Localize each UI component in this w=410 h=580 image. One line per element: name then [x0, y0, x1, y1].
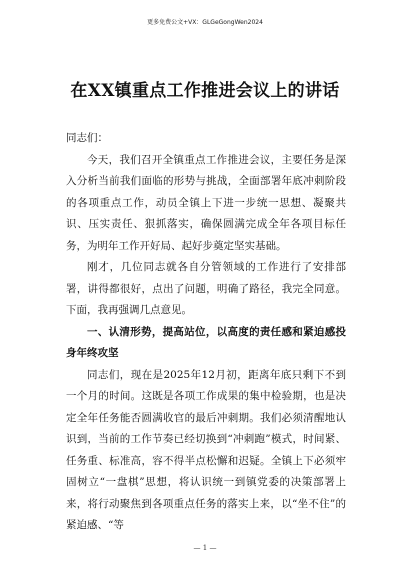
page-title: 在XX镇重点工作推进会议上的讲话 [70, 81, 340, 101]
section-heading: 一、认清形势，提高站位，以高度的责任感和紧迫感投身年终攻坚 [66, 325, 346, 359]
page-number: — 1 — [193, 544, 217, 552]
paragraph-intro: 今天，我们召开全镇重点工作推进会议，主要任务是深入分析当前我们面临的形势与挑战，全面部署年底冲刺阶段的各项重点工作，动员全镇上下进一步统一思想、凝聚共识、压实责任、狠抓落实，确保圆满完成全年各项目标任务，为明年工作开好局、起好步奠定坚实基础。 [66, 153, 346, 252]
section-paragraph: 同志们，现在是2025年12月初，距离年底只剩下不到一个月的时间。这既是各项工作成果的集中检验期，也是决定全年任务能否圆满收官的最后冲刺期。我们必须清醒地认识到，当前的工作节奏已经切换到“冲刺跑”模式，时间紧、任务重、标准高，容不得半点松懈和迟疑。全镇上下必须牢固树立“一盘棋”思想，将认识统一到镇党委的决策部署上来，将行动聚焦到各项重点任务的落实上来，以“坐不住”的紧迫感、“等 [66, 368, 346, 531]
salutation: 同志们： [66, 132, 108, 144]
header-note: 更多免费公文+VX：GLGeGongWen2024 [147, 19, 263, 26]
paragraph-remarks: 刚才，几位同志就各自分管领域的工作进行了安排部署，讲得都很好，点出了问题，明确了路径，我完全同意。下面，我再强调几点意见。 [66, 261, 346, 316]
document-body [66, 128, 346, 537]
